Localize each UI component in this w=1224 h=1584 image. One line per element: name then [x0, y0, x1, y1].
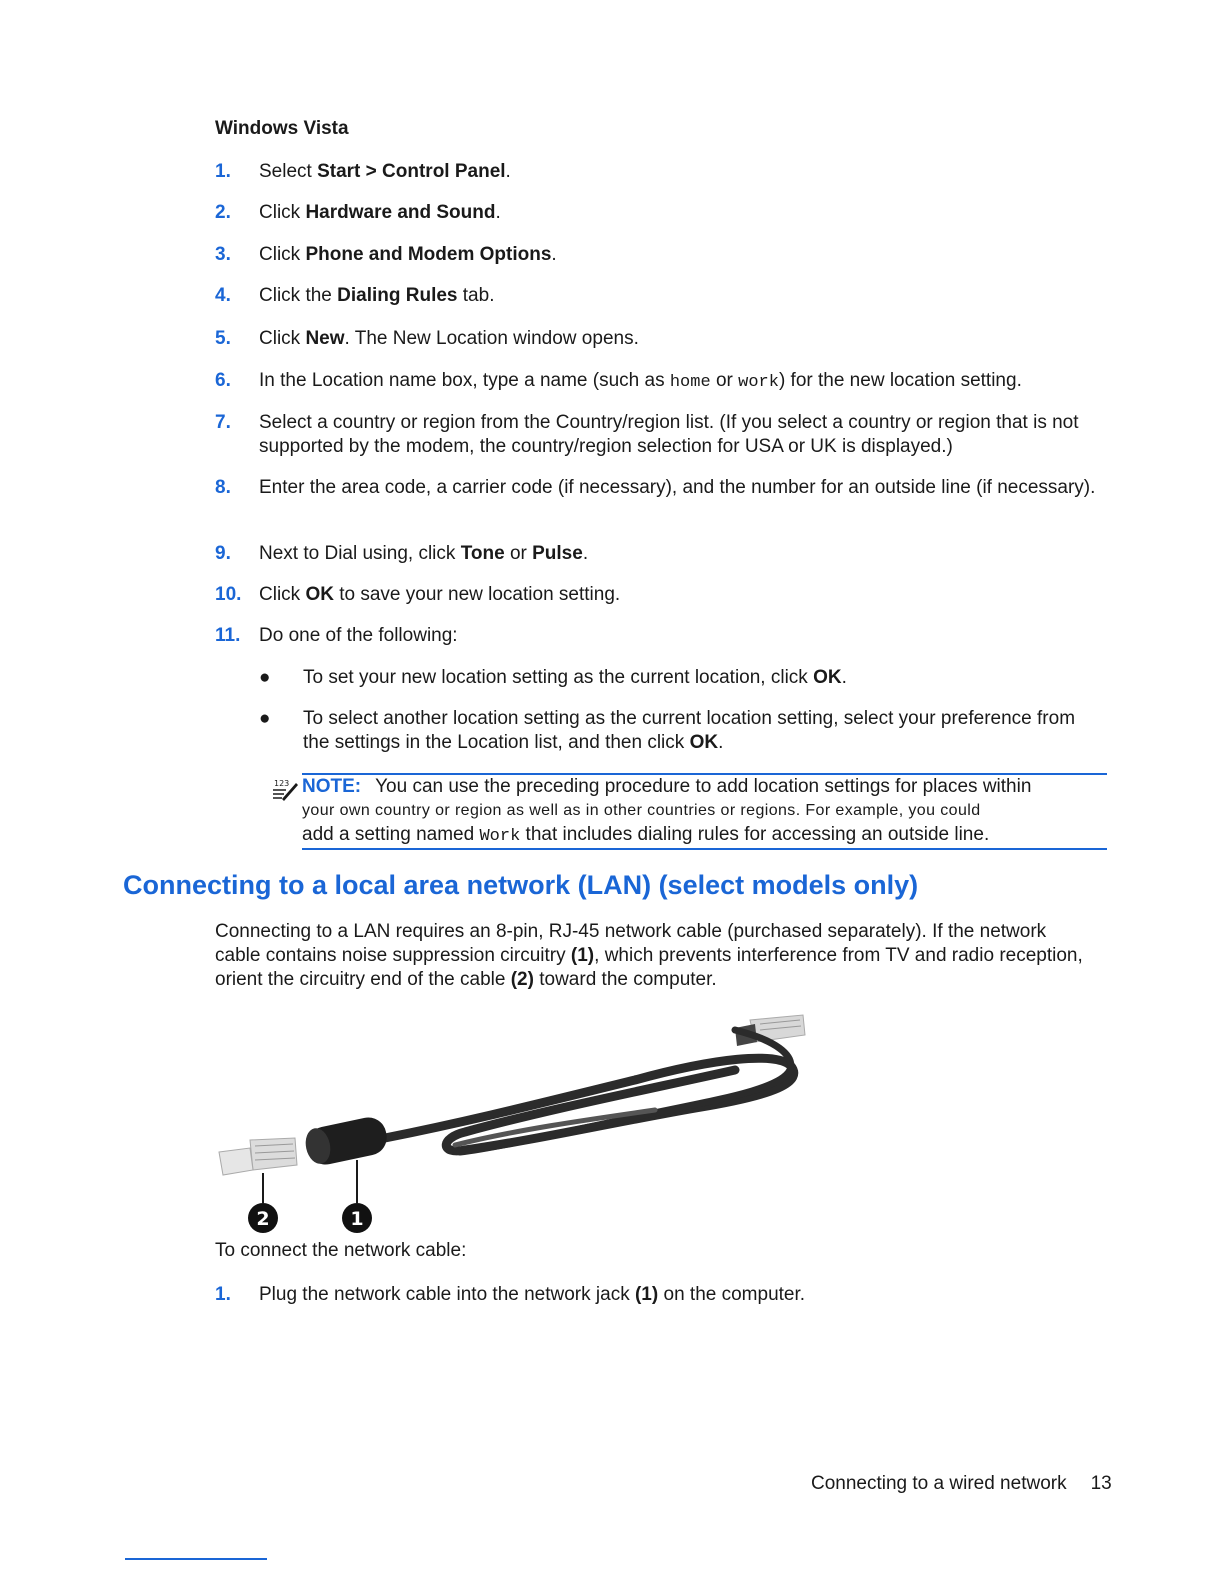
text-run: .: [495, 202, 501, 223]
connect-label: To connect the network cable:: [215, 1240, 467, 1261]
step-text: [259, 542, 1099, 566]
note-line-3: add a setting named Work that includes dialing rules for accessing an outside line.: [302, 824, 990, 846]
footer-rule: [125, 1558, 267, 1560]
left-connector: [219, 1138, 297, 1175]
code-text: home: [669, 373, 711, 392]
text-run: on the computer.: [658, 1284, 806, 1305]
note-line-2: your own country or region as well as in other countries or regions. For example, you could: [302, 802, 981, 819]
text-run: Click: [259, 584, 306, 605]
bullet-text: [303, 707, 1083, 755]
bold-text: OK: [813, 667, 842, 688]
note-text-1: You can use the preceding procedure to add location settings for places within: [375, 776, 1032, 797]
bold-text: (2): [510, 969, 534, 990]
text-run: Connecting to a LAN requires an 8-pin, RJ-45 network cable (purchased separately). If the network cable contains noise suppression circuitry: [215, 921, 1047, 966]
callout-2: [248, 1203, 278, 1233]
text-run: Click: [259, 244, 306, 265]
text-run: . The New Location window opens.: [344, 328, 639, 349]
text-run: toward the computer.: [533, 969, 717, 990]
text-run: to save your new location setting.: [333, 584, 621, 605]
step-text: [259, 201, 1099, 225]
text-run: .: [718, 732, 724, 753]
text-run: Click: [259, 202, 306, 223]
step-number: 11.: [215, 625, 241, 646]
step-number: 1.: [215, 161, 231, 182]
page-number: 13: [1090, 1473, 1112, 1494]
text-run: ) for the new location setting.: [778, 370, 1022, 391]
text-run: , which prevents interference from TV and radio reception, orient the circuitry end of the cable: [215, 945, 1083, 990]
step-number: 1.: [215, 1284, 231, 1305]
bold-text: New: [305, 328, 345, 349]
text-run: .: [551, 244, 557, 265]
step-number: 4.: [215, 285, 231, 306]
step-text: [259, 1283, 1099, 1307]
text-run: To select another location setting as the current location setting, select your preference from the settings in the Location list, and then click: [303, 708, 1076, 753]
note-icon: [272, 777, 298, 801]
svg-text:1: 1: [350, 1208, 364, 1230]
text-run: tab.: [457, 285, 495, 306]
step-text: [259, 583, 1099, 607]
step-number: 2.: [215, 202, 231, 223]
note-box: [274, 773, 1107, 850]
footer-title: Connecting to a wired network: [811, 1473, 1067, 1494]
text-run: or: [710, 370, 739, 391]
text-run: .: [505, 161, 511, 182]
step-text: [259, 327, 1099, 351]
cable-cord: [385, 1030, 794, 1152]
step-number: 9.: [215, 543, 231, 564]
text-run: Do one of the following:: [259, 625, 458, 646]
bold-text: OK: [689, 732, 719, 753]
step-number: 6.: [215, 370, 231, 391]
bullet-dot: ●: [259, 667, 271, 688]
network-cable-illustration: [215, 1010, 815, 1235]
step-text: [259, 243, 1099, 267]
step-text: [259, 476, 1099, 500]
step-text: [259, 411, 1099, 459]
note-line-1: [302, 775, 1107, 799]
ferrite-core: [303, 1114, 391, 1168]
code-text: work: [738, 373, 779, 392]
bold-text: Dialing Rules: [337, 285, 458, 306]
text-run: In the Location name box, type a name (such as: [259, 370, 670, 391]
step-number: 7.: [215, 412, 231, 433]
step-text: [259, 284, 1099, 308]
bold-text: OK: [305, 584, 334, 605]
text-run: To set your new location setting as the current location, click: [303, 667, 814, 688]
bullet-dot: ●: [259, 708, 271, 729]
note-code: Work: [479, 827, 521, 846]
svg-text:2: 2: [256, 1208, 270, 1230]
bullet-text: [303, 666, 1083, 690]
text-run: Next to Dial using, click: [259, 543, 461, 564]
step-number: 5.: [215, 328, 231, 349]
text-run: Click: [259, 328, 306, 349]
step-number: 8.: [215, 477, 231, 498]
step-number: 10.: [215, 584, 242, 605]
callout-1: [342, 1203, 372, 1233]
step-number: 3.: [215, 244, 231, 265]
note-label: NOTE:: [302, 776, 362, 797]
text-run: or: [504, 543, 533, 564]
bold-text: Hardware and Sound: [305, 202, 496, 223]
text-run: Select: [259, 161, 318, 182]
bold-text: Phone and Modem Options: [305, 244, 552, 265]
bold-text: Start > Control Panel: [317, 161, 506, 182]
bold-text: (1): [634, 1284, 659, 1305]
text-run: .: [582, 543, 589, 564]
section-heading: Connecting to a local area network (LAN) (select models only): [123, 870, 919, 900]
text-run: Click the: [259, 285, 338, 306]
step-text: [259, 624, 1099, 648]
svg-text:123: 123: [274, 779, 290, 788]
text-run: .: [841, 667, 847, 688]
text-run: Plug the network cable into the network jack: [259, 1284, 635, 1305]
step-text: [259, 369, 1099, 395]
step-text: [259, 160, 1099, 184]
bold-text: Tone: [460, 543, 505, 564]
page-footer: [811, 1473, 1112, 1495]
bold-text: (1): [570, 945, 595, 966]
text-run: Select a country or region from the Country/region list. (If you select a country or region that is not supported by the modem, the country/region selection for USA or UK is displayed.): [259, 412, 1079, 457]
section-subtitle: Windows Vista: [215, 118, 349, 139]
text-run: Enter the area code, a carrier code (if necessary), and the number for an outside line (if necessary).: [259, 477, 1096, 498]
bold-text: Pulse: [532, 543, 583, 564]
lan-paragraph: [215, 920, 1095, 992]
